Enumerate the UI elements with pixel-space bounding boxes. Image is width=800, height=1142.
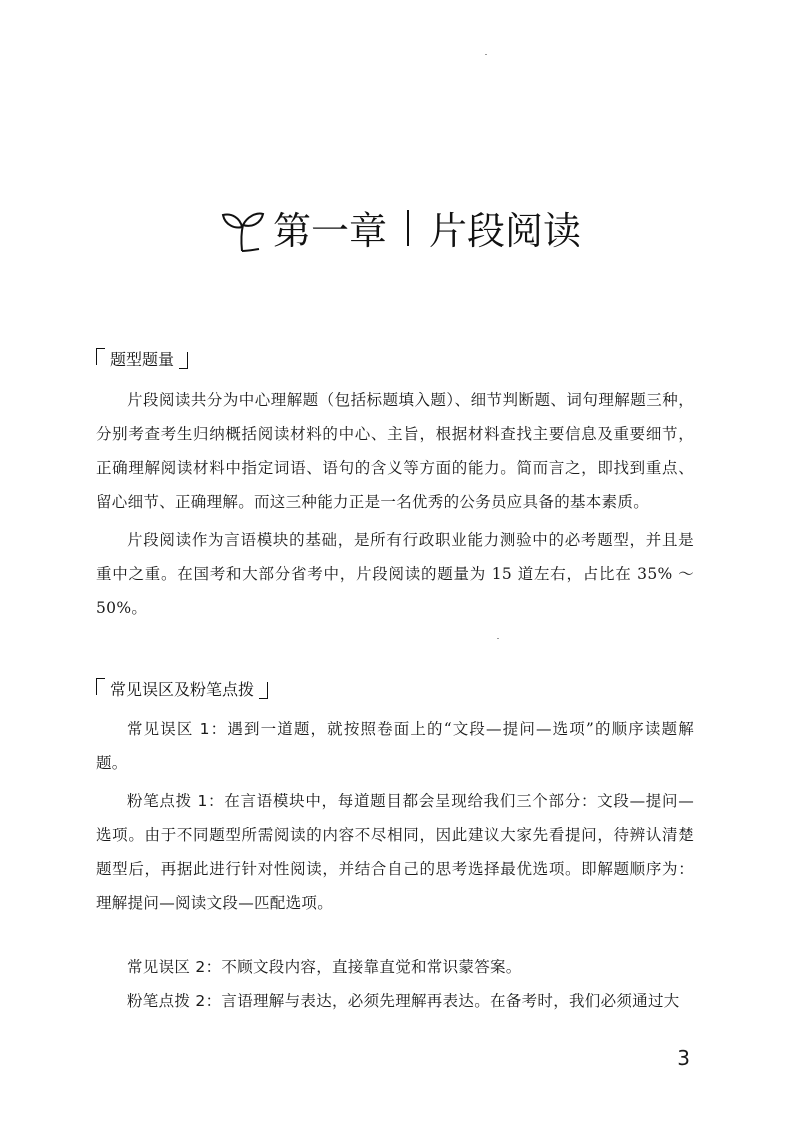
paragraph: 片段阅读作为言语模块的基础，是所有行政职业能力测验中的必考题型，并且是重中之重。在国考和大部分省考中，片段阅读的题量为 15 道左右，占比在 35% ～ 50%。: [96, 531, 694, 617]
section-heading: [96, 677, 268, 700]
paragraph: [96, 984, 694, 1018]
section-body: [96, 950, 694, 1018]
item-text: 言语理解与表达，必须先理解再表达。在备考时，我们必须通过大: [221, 992, 680, 1010]
paragraph: [96, 950, 694, 984]
bracket-right: [259, 682, 268, 699]
paragraph: 片段阅读共分为中心理解题（包括标题填入题）、细节判断题、词句理解题三种，分别考查考生归纳概括阅读材料的中心、主旨，根据材料查找主要信息及重要细节，正确理解阅读材料中指定词语、语句的含义等方面的能力。简而言之，即找到重点、留心细节、正确理解。而这三种能力正是一名优秀的公务员应具备的基本素质。: [96, 391, 694, 511]
section-heading-text: 题型题量: [110, 350, 175, 369]
section-body: [96, 383, 694, 625]
item-text: 遇到一道题，就按照卷面上的“文段—提问—选项”的顺序读题解题。: [96, 720, 694, 772]
sprout-icon: [219, 203, 265, 253]
item-label: 粉笔点拨 2：: [127, 992, 222, 1010]
section-heading: [96, 347, 188, 370]
chapter-heading: [0, 200, 800, 255]
scan-speck: [497, 638, 499, 639]
item-label: 常见误区 2：: [127, 958, 222, 976]
bracket-left: [96, 348, 105, 365]
scan-speck: [485, 54, 487, 55]
paragraph: [96, 784, 694, 920]
paragraph: [96, 712, 694, 780]
page-number: 3: [677, 1046, 690, 1070]
item-label: 粉笔点拨 1：: [127, 792, 225, 810]
item-label: 常见误区 1：: [127, 720, 228, 738]
bracket-right: [179, 352, 188, 369]
section-heading-text: 常见误区及粉笔点拨: [110, 680, 255, 699]
bracket-left: [96, 678, 105, 695]
item-text: 不顾文段内容，直接靠直觉和常识蒙答案。: [221, 958, 522, 976]
title-separator: [407, 210, 409, 246]
item-text: 在言语模块中，每道题目都会呈现给我们三个部分：文段—提问—选项。由于不同题型所需阅读的内容不尽相同，因此建议大家先看提问，待辨认清楚题型后，再据此进行针对性阅读，并结合自己的思考选择最优选项。即解题顺序为：理解提问—阅读文段—匹配选项。: [96, 792, 695, 912]
section-body: [96, 712, 694, 920]
chapter-title: 片段阅读: [429, 209, 582, 253]
chapter-number: 第一章: [272, 209, 387, 253]
